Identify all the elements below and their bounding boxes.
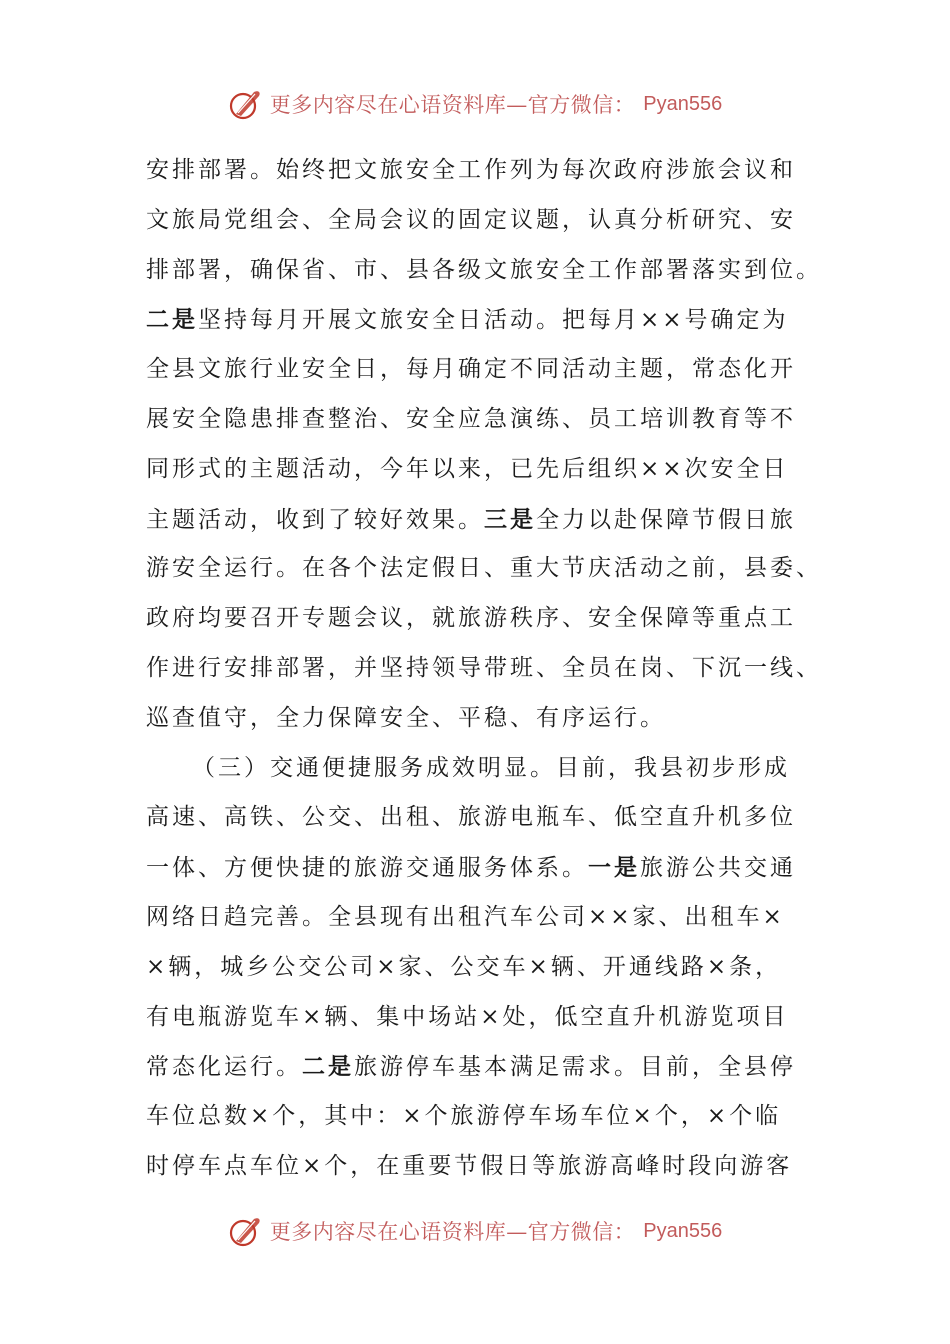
text-run: 全力以赴保障节假日旅 — [536, 506, 796, 533]
watermark-wechat-id: Pyan556 — [643, 1219, 723, 1242]
text-run: 时停车点车位×个，在重要节假日等旅游高峰时段向游客 — [146, 1152, 793, 1179]
feather-pen-logo-icon — [228, 1213, 264, 1249]
text-line — [146, 445, 806, 495]
text-run: 文旅局党组会、全局会议的固定议题，认真分析研究、安 — [146, 206, 796, 233]
text-run: 安排部署。始终把文旅安全工作列为每次政府涉旅会议和 — [146, 157, 796, 183]
text-line — [146, 295, 806, 345]
text-line — [146, 246, 822, 296]
text-run: 巡查值守，全力保障安全、平稳、有序运行。 — [146, 704, 666, 731]
feather-pen-logo-icon — [228, 86, 264, 122]
text-run: 坚持每月开展文旅安全日活动。把每月××号确定为 — [198, 307, 789, 334]
text-line — [146, 993, 806, 1043]
text-line — [146, 793, 806, 843]
text-line — [146, 594, 806, 644]
bold-lead-phrase: 一是 — [588, 854, 640, 882]
text-run: 车位总数×个，其中：×个旅游停车场车位×个，×个临 — [146, 1103, 782, 1130]
text-line — [146, 1092, 806, 1142]
text-run: 旅游公共交通 — [640, 855, 796, 882]
text-run: 一体、方便快捷的旅游交通服务体系。 — [146, 855, 588, 882]
text-line — [146, 843, 806, 893]
header-watermark — [0, 84, 950, 124]
text-line — [146, 644, 822, 694]
text-run: 旅游停车基本满足需求。目前，全县停 — [354, 1054, 796, 1081]
document-body — [146, 146, 822, 1192]
text-run: ×辆，城乡公交公司×家、公交车×辆、开通线路×条， — [146, 953, 782, 980]
text-run: 高速、高铁、公交、出租、旅游电瓶车、低空直升机多位 — [146, 804, 796, 831]
text-line — [146, 1142, 806, 1192]
text-run: 同形式的主题活动，今年以来，已先后组织××次安全日 — [146, 455, 789, 482]
text-run: 游安全运行。在各个法定假日、重大节庆活动之前，县委、 — [146, 555, 822, 582]
text-run: 常态化运行。 — [146, 1054, 302, 1081]
text-line — [146, 694, 806, 744]
text-line — [146, 345, 806, 395]
text-run: 全县文旅行业安全日，每月确定不同活动主题，常态化开 — [146, 356, 796, 383]
text-line — [146, 146, 806, 196]
text-line — [146, 943, 806, 993]
text-run: （三）交通便捷服务成效明显。目前，我县初步形成 — [192, 754, 790, 781]
watermark-wechat-id: Pyan556 — [643, 92, 723, 115]
footer-watermark — [0, 1211, 950, 1251]
text-run: 有电瓶游览车×辆、集中场站×处，低空直升机游览项目 — [146, 1003, 789, 1030]
bold-lead-phrase: 二是 — [302, 1053, 354, 1081]
text-line — [146, 495, 806, 545]
text-run: 展安全隐患排查整治、安全应急演练、员工培训教育等不 — [146, 405, 796, 432]
text-run: 政府均要召开专题会议，就旅游秩序、安全保障等重点工 — [146, 605, 796, 632]
watermark-text: 更多内容尽在心语资料库—官方微信： — [269, 1220, 636, 1244]
text-line — [146, 893, 806, 943]
text-run: 主题活动，收到了较好效果。 — [146, 506, 484, 533]
text-run: 作进行安排部署，并坚持领导带班、全员在岗、下沉一线、 — [146, 654, 822, 681]
text-line — [146, 395, 806, 445]
text-line — [146, 744, 806, 794]
text-line — [146, 1042, 806, 1092]
text-run: 网络日趋完善。全县现有出租汽车公司××家、出租车× — [146, 903, 785, 930]
bold-lead-phrase: 三是 — [484, 505, 536, 533]
text-line — [146, 544, 822, 594]
watermark-text: 更多内容尽在心语资料库—官方微信： — [269, 93, 636, 117]
bold-lead-phrase: 二是 — [146, 306, 198, 334]
text-line — [146, 196, 806, 246]
text-run: 排部署，确保省、市、县各级文旅安全工作部署落实到位。 — [146, 256, 822, 283]
